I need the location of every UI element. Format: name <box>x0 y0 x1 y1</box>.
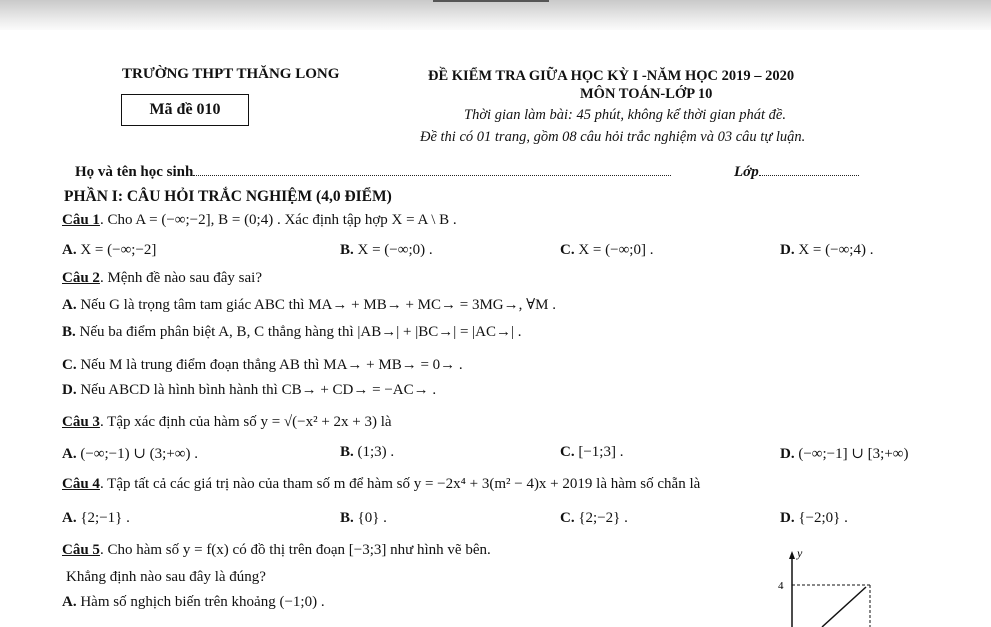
option-text: {−2;0} . <box>798 510 848 526</box>
question-2-option-b <box>62 324 522 341</box>
option-text: (1;3) . <box>357 444 395 460</box>
y-axis-arrow <box>789 551 795 559</box>
option-key: A. <box>62 446 77 462</box>
option-key: B. <box>340 510 354 526</box>
student-name-label: Họ và tên học sinh <box>75 164 194 180</box>
option-key: A. <box>62 242 77 258</box>
question-label: Câu 3 <box>62 414 100 430</box>
option-text: Hàm số nghịch biến trên khoảng (−1;0) . <box>80 594 325 610</box>
y-axis-label: y <box>797 546 803 560</box>
question-3-option-d <box>780 444 909 463</box>
viewer-top-bar <box>0 0 991 30</box>
question-5-line-2: Khẳng định nào sau đây là đúng? <box>66 569 266 585</box>
question-text: . Tập tất cả các giá trị nào của tham số m để hàm số y = −2x⁴ + 3(m² − 4)x + 2019 là hàm số chẵn là <box>99 476 701 492</box>
y-tick-label: 4 <box>778 580 784 592</box>
student-name-line <box>75 163 671 181</box>
option-key: B. <box>62 324 76 340</box>
question-3-option-a <box>62 444 198 463</box>
question-3-option-b <box>340 444 394 461</box>
exam-code-box: Mã đề 010 <box>121 94 249 126</box>
option-key: B. <box>340 242 354 258</box>
option-text: [−1;3] . <box>578 444 624 460</box>
option-text: Nếu ba điểm phân biệt A, B, C thẳng hàng thì |AB→| + |BC→| = |AC→| . <box>79 324 522 340</box>
question-label: Câu 4 <box>62 476 100 492</box>
question-4-option-d <box>780 510 848 527</box>
option-key: D. <box>780 242 795 258</box>
option-text: X = (−∞;−2] <box>80 242 157 258</box>
exam-subject: MÔN TOÁN-LỚP 10 <box>580 86 713 102</box>
question-label: Câu 1 <box>62 212 100 228</box>
question-3-stem <box>62 414 392 431</box>
question-4-option-b <box>340 510 387 527</box>
question-3-option-c <box>560 444 623 461</box>
option-key: A. <box>62 510 77 526</box>
top-notch <box>433 0 549 2</box>
graph-segment <box>822 587 866 627</box>
question-text: . Tập xác định của hàm số y = √(−x² + 2x + 3) là <box>99 414 392 430</box>
option-text: Nếu M là trung điểm đoạn thẳng AB thì MA→ + MB→ = 0→ . <box>80 357 463 373</box>
class-label: Lớp <box>734 164 759 180</box>
exam-page <box>0 30 991 627</box>
structure-note: Đề thi có 01 trang, gồm 08 câu hỏi trắc nghiệm và 03 câu tự luận. <box>420 129 806 145</box>
question-1-option-c <box>560 242 653 259</box>
option-key: B. <box>340 444 354 460</box>
option-key: A. <box>62 594 77 610</box>
question-5-option-a <box>62 594 325 611</box>
question-2-option-a <box>62 295 556 314</box>
question-text: . Cho hàm số y = f(x) có đồ thị trên đoạn [−3;3] như hình vẽ bên. <box>99 542 491 558</box>
option-text: {0} . <box>357 510 387 526</box>
question-4-option-c <box>560 510 628 527</box>
class-line <box>734 163 859 181</box>
question-4-option-a <box>62 510 130 527</box>
question-2-option-d <box>62 382 436 399</box>
time-note: Thời gian làm bài: 45 phút, không kể thời gian phát đề. <box>464 107 786 123</box>
option-text: X = (−∞;0) . <box>357 242 433 258</box>
question-text: . Cho A = (−∞;−2], B = (0;4) . Xác định tập hợp X = A \ B . <box>99 212 457 228</box>
question-1-stem <box>62 212 457 229</box>
question-text: . Mệnh đề nào sau đây sai? <box>99 270 262 286</box>
question-2-option-c <box>62 357 463 374</box>
question-label: Câu 2 <box>62 270 100 286</box>
option-key: C. <box>62 357 77 373</box>
option-text: Nếu G là trọng tâm tam giác ABC thì MA→ + MB→ + MC→ = 3MG→, ∀M . <box>80 297 557 313</box>
question-1-option-d <box>780 242 873 259</box>
option-key: C. <box>560 444 575 460</box>
option-key: D. <box>62 382 77 398</box>
option-key: D. <box>780 446 795 462</box>
exam-title: ĐỀ KIỂM TRA GIỮA HỌC KỲ I -NĂM HỌC 2019 – 2020 <box>428 68 795 84</box>
question-label: Câu 5 <box>62 542 100 558</box>
class-dots <box>759 163 859 176</box>
question-5-stem <box>62 542 491 559</box>
option-text: (−∞;−1] ∪ [3;+∞) <box>798 446 909 462</box>
school-name: TRƯỜNG THPT THĂNG LONG <box>122 66 340 82</box>
question-1-option-b <box>340 242 433 259</box>
option-key: D. <box>780 510 795 526</box>
function-graph-figure <box>770 545 890 627</box>
option-text: {2;−1} . <box>80 510 130 526</box>
part-1-title: PHẦN I: CÂU HỎI TRẮC NGHIỆM (4,0 ĐIỂM) <box>64 188 392 205</box>
option-text: Nếu ABCD là hình bình hành thì CB→ + CD→ = −AC→ . <box>80 382 437 398</box>
option-text: (−∞;−1) ∪ (3;+∞) . <box>80 446 198 462</box>
question-4-stem <box>62 476 700 493</box>
student-name-dots <box>193 163 671 176</box>
option-text: {2;−2} . <box>578 510 628 526</box>
option-key: C. <box>560 242 575 258</box>
question-2-stem <box>62 270 262 287</box>
option-key: A. <box>62 297 77 313</box>
question-1-option-a <box>62 242 156 259</box>
option-key: C. <box>560 510 575 526</box>
option-text: X = (−∞;4) . <box>798 242 874 258</box>
option-text: X = (−∞;0] . <box>578 242 654 258</box>
